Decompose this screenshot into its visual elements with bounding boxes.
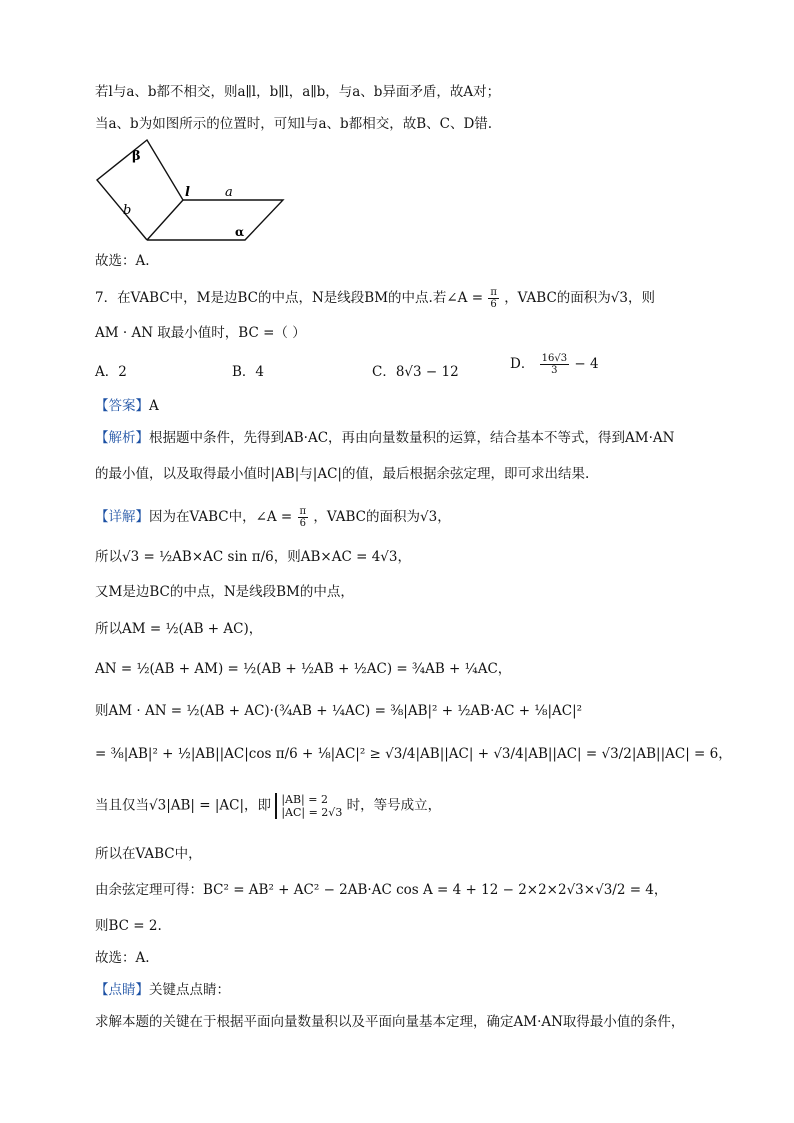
option-d-den: 3 <box>551 365 558 376</box>
detail-text-1: 因为在VABC中，∠A = <box>149 509 293 525</box>
a-label: a <box>225 185 233 200</box>
option-d-num: 16√3 <box>541 353 568 364</box>
option-d-tail: − 4 <box>574 356 599 372</box>
step-10: 则BC = 2. <box>95 918 162 934</box>
b-label: b <box>123 203 132 218</box>
geometry-figure <box>95 138 315 248</box>
step-3: 所以AM = ½(AB + AC)， <box>95 621 263 637</box>
step-7-tail: 时，等号成立， <box>346 797 442 814</box>
answer-tag: 【答案】 <box>95 398 149 414</box>
step-5: 则AM · AN = ½(AB + AC)·(¾AB + ¼AC) = ⅜|AB|² + ½AB·AC + ⅛|AC|² <box>95 703 583 719</box>
keypoint-title: 关键点点睛： <box>149 982 230 998</box>
question-7-line-1 <box>95 287 655 310</box>
keypoint-line <box>95 981 230 999</box>
l-label: l <box>185 185 190 200</box>
keypoint-text: 求解本题的关键在于根据平面向量数量积以及平面向量基本定理，确定AM·AN取得最小值的条件， <box>95 1014 685 1030</box>
step-6: = ⅜|AB|² + ½|AB||AC|cos π/6 + ⅛|AC|² ≥ √3/4|AB||AC| + √3/4|AB||AC| = √3/2|AB||AC| = 6， <box>95 746 732 762</box>
detail-frac-num: π <box>299 506 307 517</box>
step-4: AN = ½(AB + AM) = ½(AB + ½AB + ½AC) = ¾AB + ¼AC， <box>95 661 512 677</box>
system-eq-1: |AB| = 2 <box>281 793 328 806</box>
answer-line <box>95 397 159 415</box>
alpha-label: α <box>235 225 245 239</box>
detail-text-tail: ，VABC的面积为√3， <box>313 509 451 525</box>
q7-tail: ，VABC的面积为√3，则 <box>504 290 655 306</box>
analysis-line-1 <box>95 429 674 447</box>
option-c: C．8√3 − 12 <box>372 364 459 380</box>
detail-line-1 <box>95 506 451 529</box>
step-7 <box>95 793 441 819</box>
question-7-line-2: AM · AN 取最小值时，BC =（ ） <box>95 325 306 341</box>
text-line-3: 故选：A. <box>95 253 150 269</box>
detail-tag: 【详解】 <box>95 509 149 525</box>
beta-label: β <box>132 149 141 164</box>
option-a: A．2 <box>95 364 127 380</box>
keypoint-tag: 【点睛】 <box>95 982 149 998</box>
q7-frac-den: 6 <box>490 299 497 310</box>
option-d-label: D． <box>510 356 535 372</box>
step-1: 所以√3 = ½AB×AC sin π/6，则AB×AC = 4√3， <box>95 549 411 565</box>
option-b: B．4 <box>232 364 265 380</box>
answer-value: A <box>149 398 159 414</box>
q7-frac-num: π <box>490 287 497 298</box>
step-9: 由余弦定理可得：BC² = AB² + AC² − 2AB·AC cos A = 4 + 12 − 2×2×2√3×√3/2 = 4， <box>95 882 668 898</box>
text-line-1: 若l与a、b都不相交，则a∥l，b∥l，a∥b，与a、b异面矛盾，故A对； <box>95 84 501 100</box>
step-2: 又M是边BC的中点，N是线段BM的中点， <box>95 584 354 600</box>
analysis-line-2: 的最小值，以及取得最小值时|AB|与|AC|的值，最后根据余弦定理，即可求出结果. <box>95 466 590 482</box>
q7-fraction <box>488 287 499 310</box>
detail-fraction <box>298 506 309 529</box>
option-d-fraction <box>540 353 569 376</box>
step-11: 故选：A. <box>95 950 150 966</box>
step-7-text: 当且仅当√3|AB| = |AC|，即 <box>95 797 272 814</box>
analysis-tag: 【解析】 <box>95 430 149 446</box>
option-d <box>510 352 599 376</box>
step-8: 所以在VABC中， <box>95 846 202 862</box>
detail-frac-den: 6 <box>299 518 307 529</box>
analysis-text-1: 根据题中条件，先得到AB·AC，再由向量数量积的运算，结合基本不等式，得到AM·AN <box>149 430 675 446</box>
plane-alpha-outline <box>147 200 283 240</box>
q7-text: 7．在VABC中，M是边BC的中点，N是线段BM的中点.若∠A = <box>95 290 484 306</box>
system-eq-2: |AC| = 2√3 <box>281 806 343 819</box>
equation-system <box>275 793 342 819</box>
text-line-2: 当a、b为如图所示的位置时，可知l与a、b都相交，故B、C、D错. <box>95 116 493 132</box>
